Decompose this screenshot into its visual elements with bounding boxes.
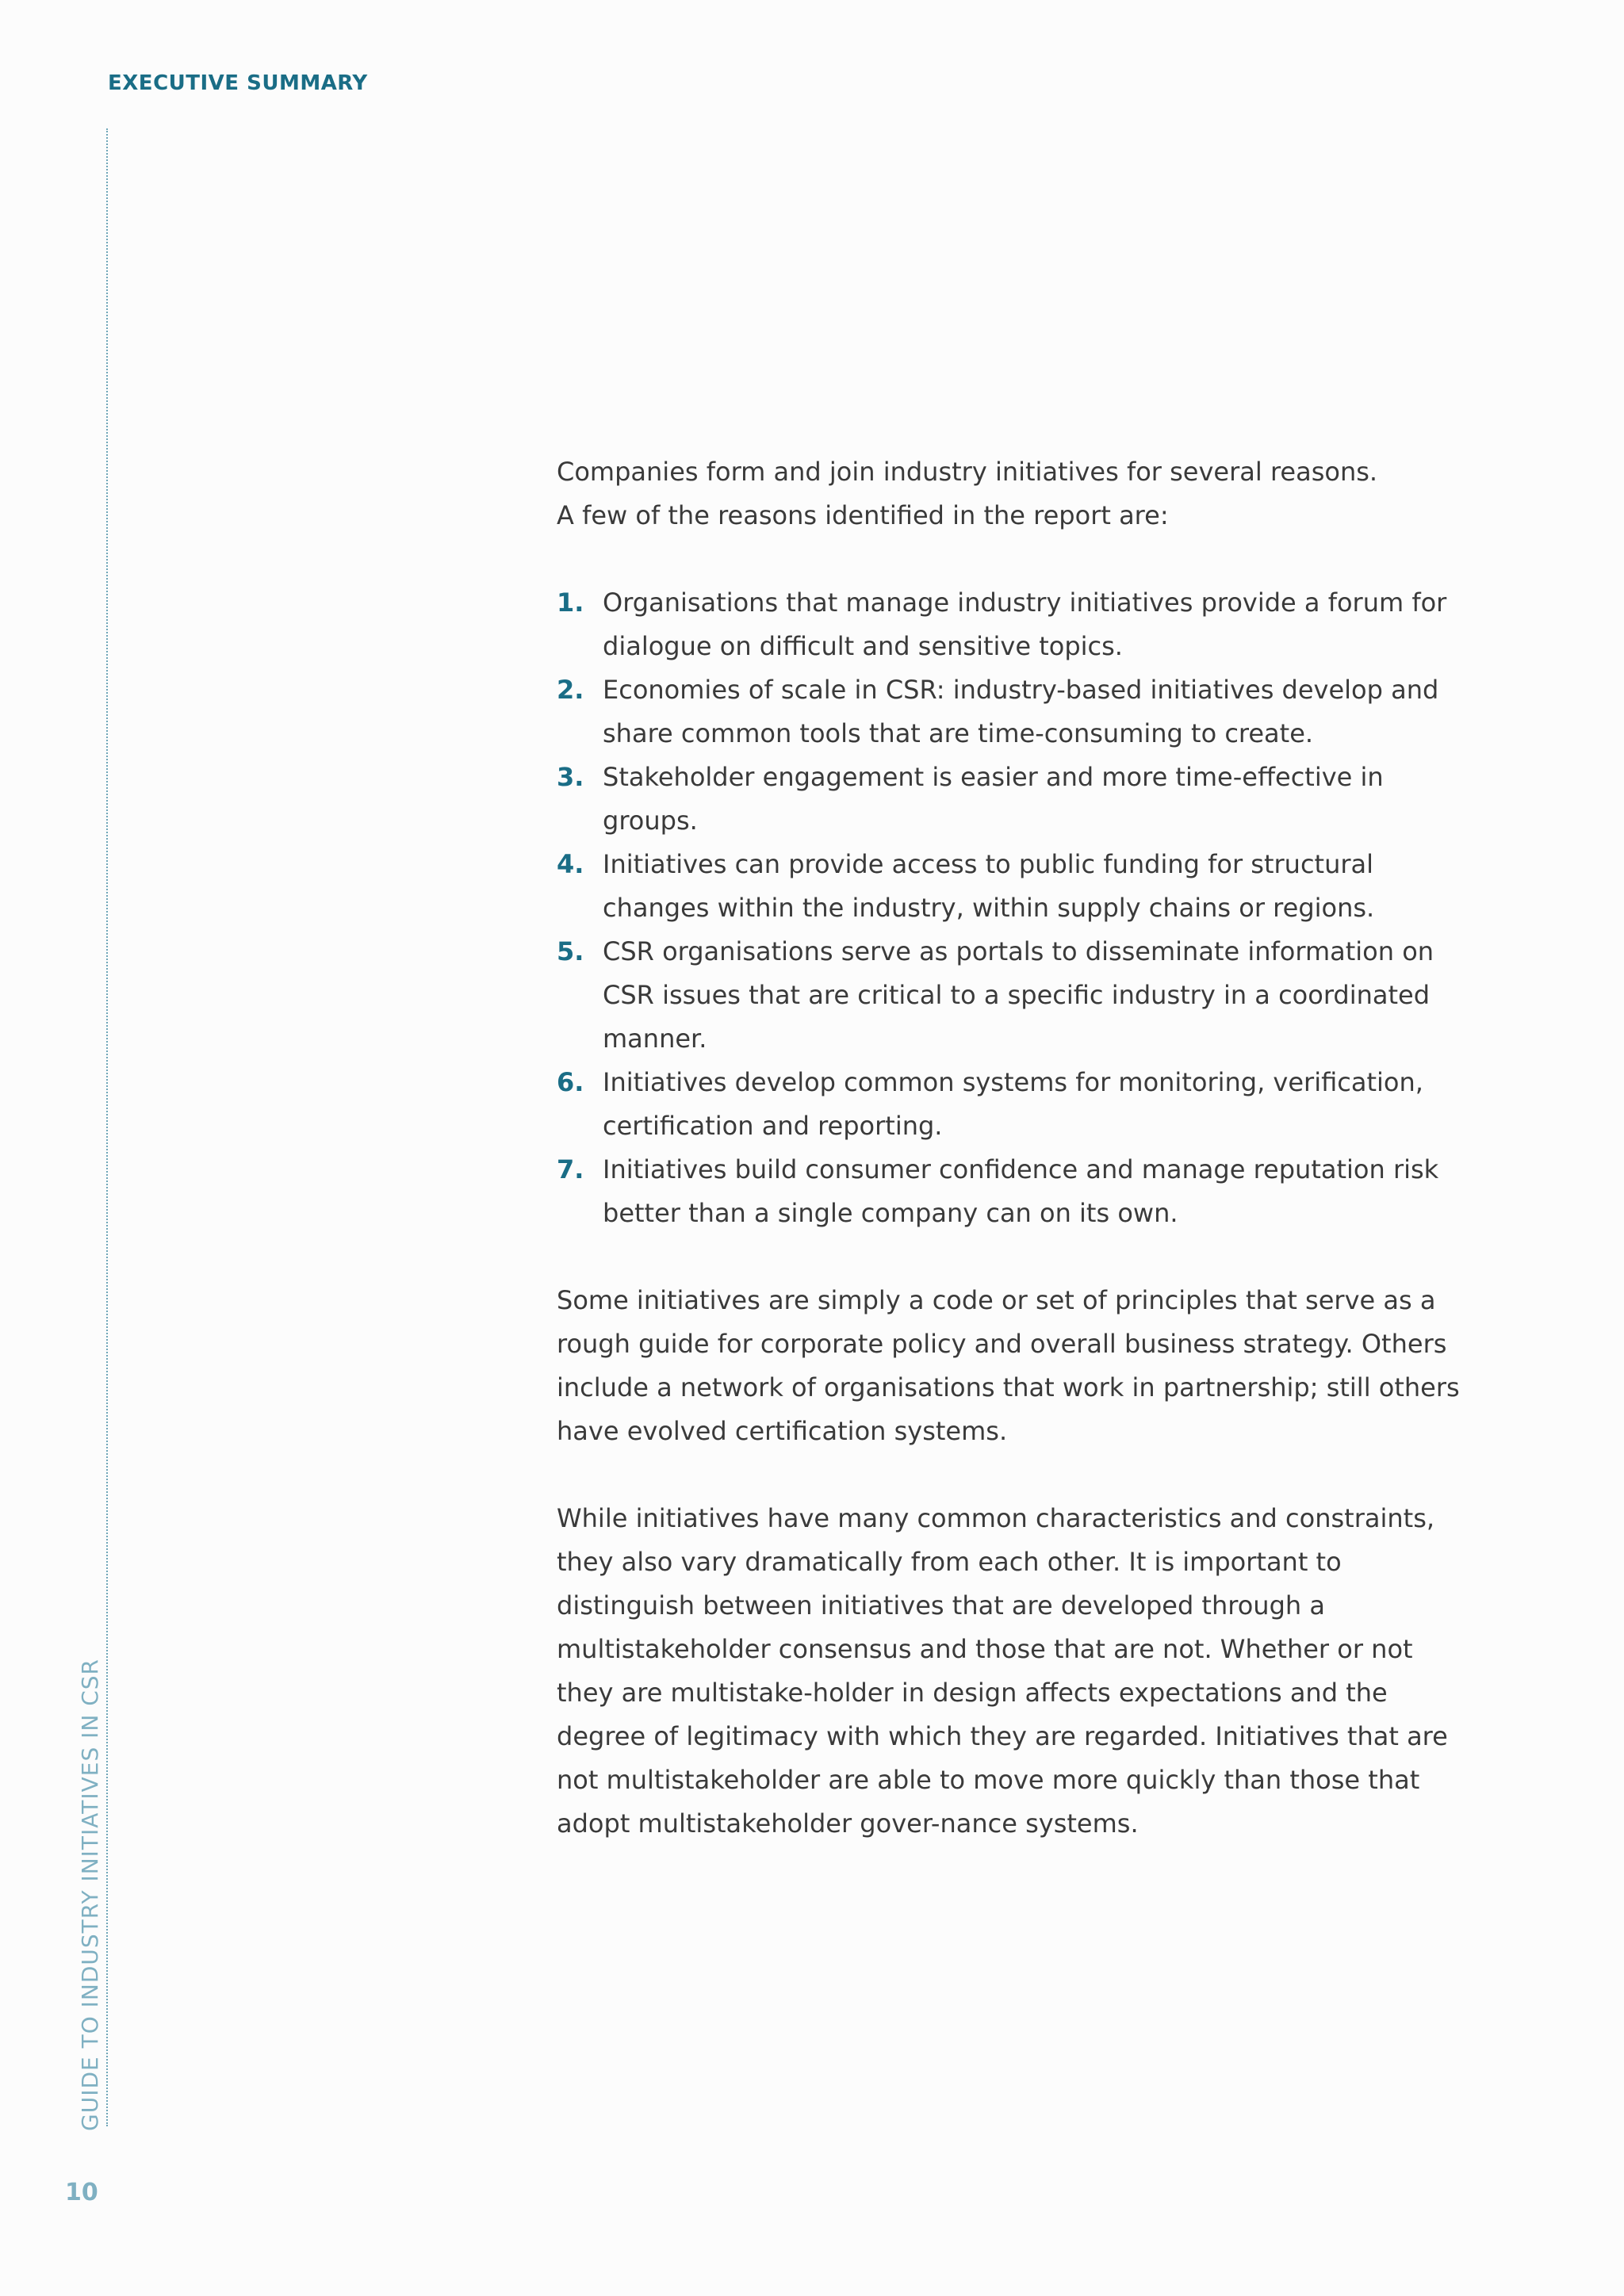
list-item — [557, 668, 1477, 756]
list-item-number: 1. — [557, 587, 584, 618]
list-item — [557, 581, 1477, 668]
list-item — [557, 756, 1477, 843]
sidebar-divider — [106, 128, 108, 2126]
list-item-text: Organisations that manage industry initiatives provide a forum for dialogue on difficult and sensitive topics. — [603, 587, 1447, 661]
list-item-number: 2. — [557, 675, 584, 705]
list-item — [557, 843, 1477, 930]
list-item-text: Economies of scale in CSR: industry-based initiatives develop and share common tools that are time-consuming to create. — [603, 675, 1439, 748]
list-item-number: 6. — [557, 1067, 584, 1097]
document-title: GUIDE TO INDUSTRY INITIATIVES IN CSR — [77, 1658, 103, 2131]
main-content — [557, 450, 1477, 1846]
list-item-number: 5. — [557, 936, 584, 966]
list-item-text: CSR organisations serve as portals to disseminate information on CSR issues that are critical to a specific industry in a coordinated manner. — [603, 936, 1434, 1054]
paragraph-multistakeholder: While initiatives have many common characteristics and constraints, they also vary dramatically from each other. It is important to distinguish between initiatives that are developed through a multistakeholder consensus and those that are not. Whether or not they are multistake-holder in design affects expectations and the degree of legitimacy with which they are regarded. Initiatives that are not multistakeholder are able to move more quickly than those that adopt multistakeholder gover-nance systems. — [557, 1503, 1448, 1839]
list-item-number: 7. — [557, 1154, 584, 1184]
page-number: 10 — [65, 2179, 98, 2206]
list-item-text: Initiatives develop common systems for monitoring, verification, certification and reporting. — [603, 1067, 1423, 1141]
list-item-text: Initiatives can provide access to public funding for structural changes within the industry, within supply chains or regions. — [603, 849, 1375, 923]
paragraph-initiative-types: Some initiatives are simply a code or set of principles that serve as a rough guide for corporate policy and overall business strategy. Others include a network of organisations that work in partnership; still others have evolved certification systems. — [557, 1285, 1460, 1446]
list-item-number: 4. — [557, 849, 584, 879]
list-item-text: Stakeholder engagement is easier and more time-effective in groups. — [603, 762, 1384, 836]
list-item-number: 3. — [557, 762, 584, 792]
intro-line-1: Companies form and join industry initiatives for several reasons. — [557, 457, 1378, 487]
list-item — [557, 930, 1477, 1061]
section-label: EXECUTIVE SUMMARY — [108, 71, 368, 95]
list-item — [557, 1061, 1477, 1148]
reasons-list — [557, 581, 1477, 1235]
intro-line-2: A few of the reasons identified in the report are: — [557, 500, 1169, 530]
list-item — [557, 1148, 1477, 1235]
list-item-text: Initiatives build consumer confidence and manage reputation risk better than a single company can on its own. — [603, 1154, 1439, 1228]
